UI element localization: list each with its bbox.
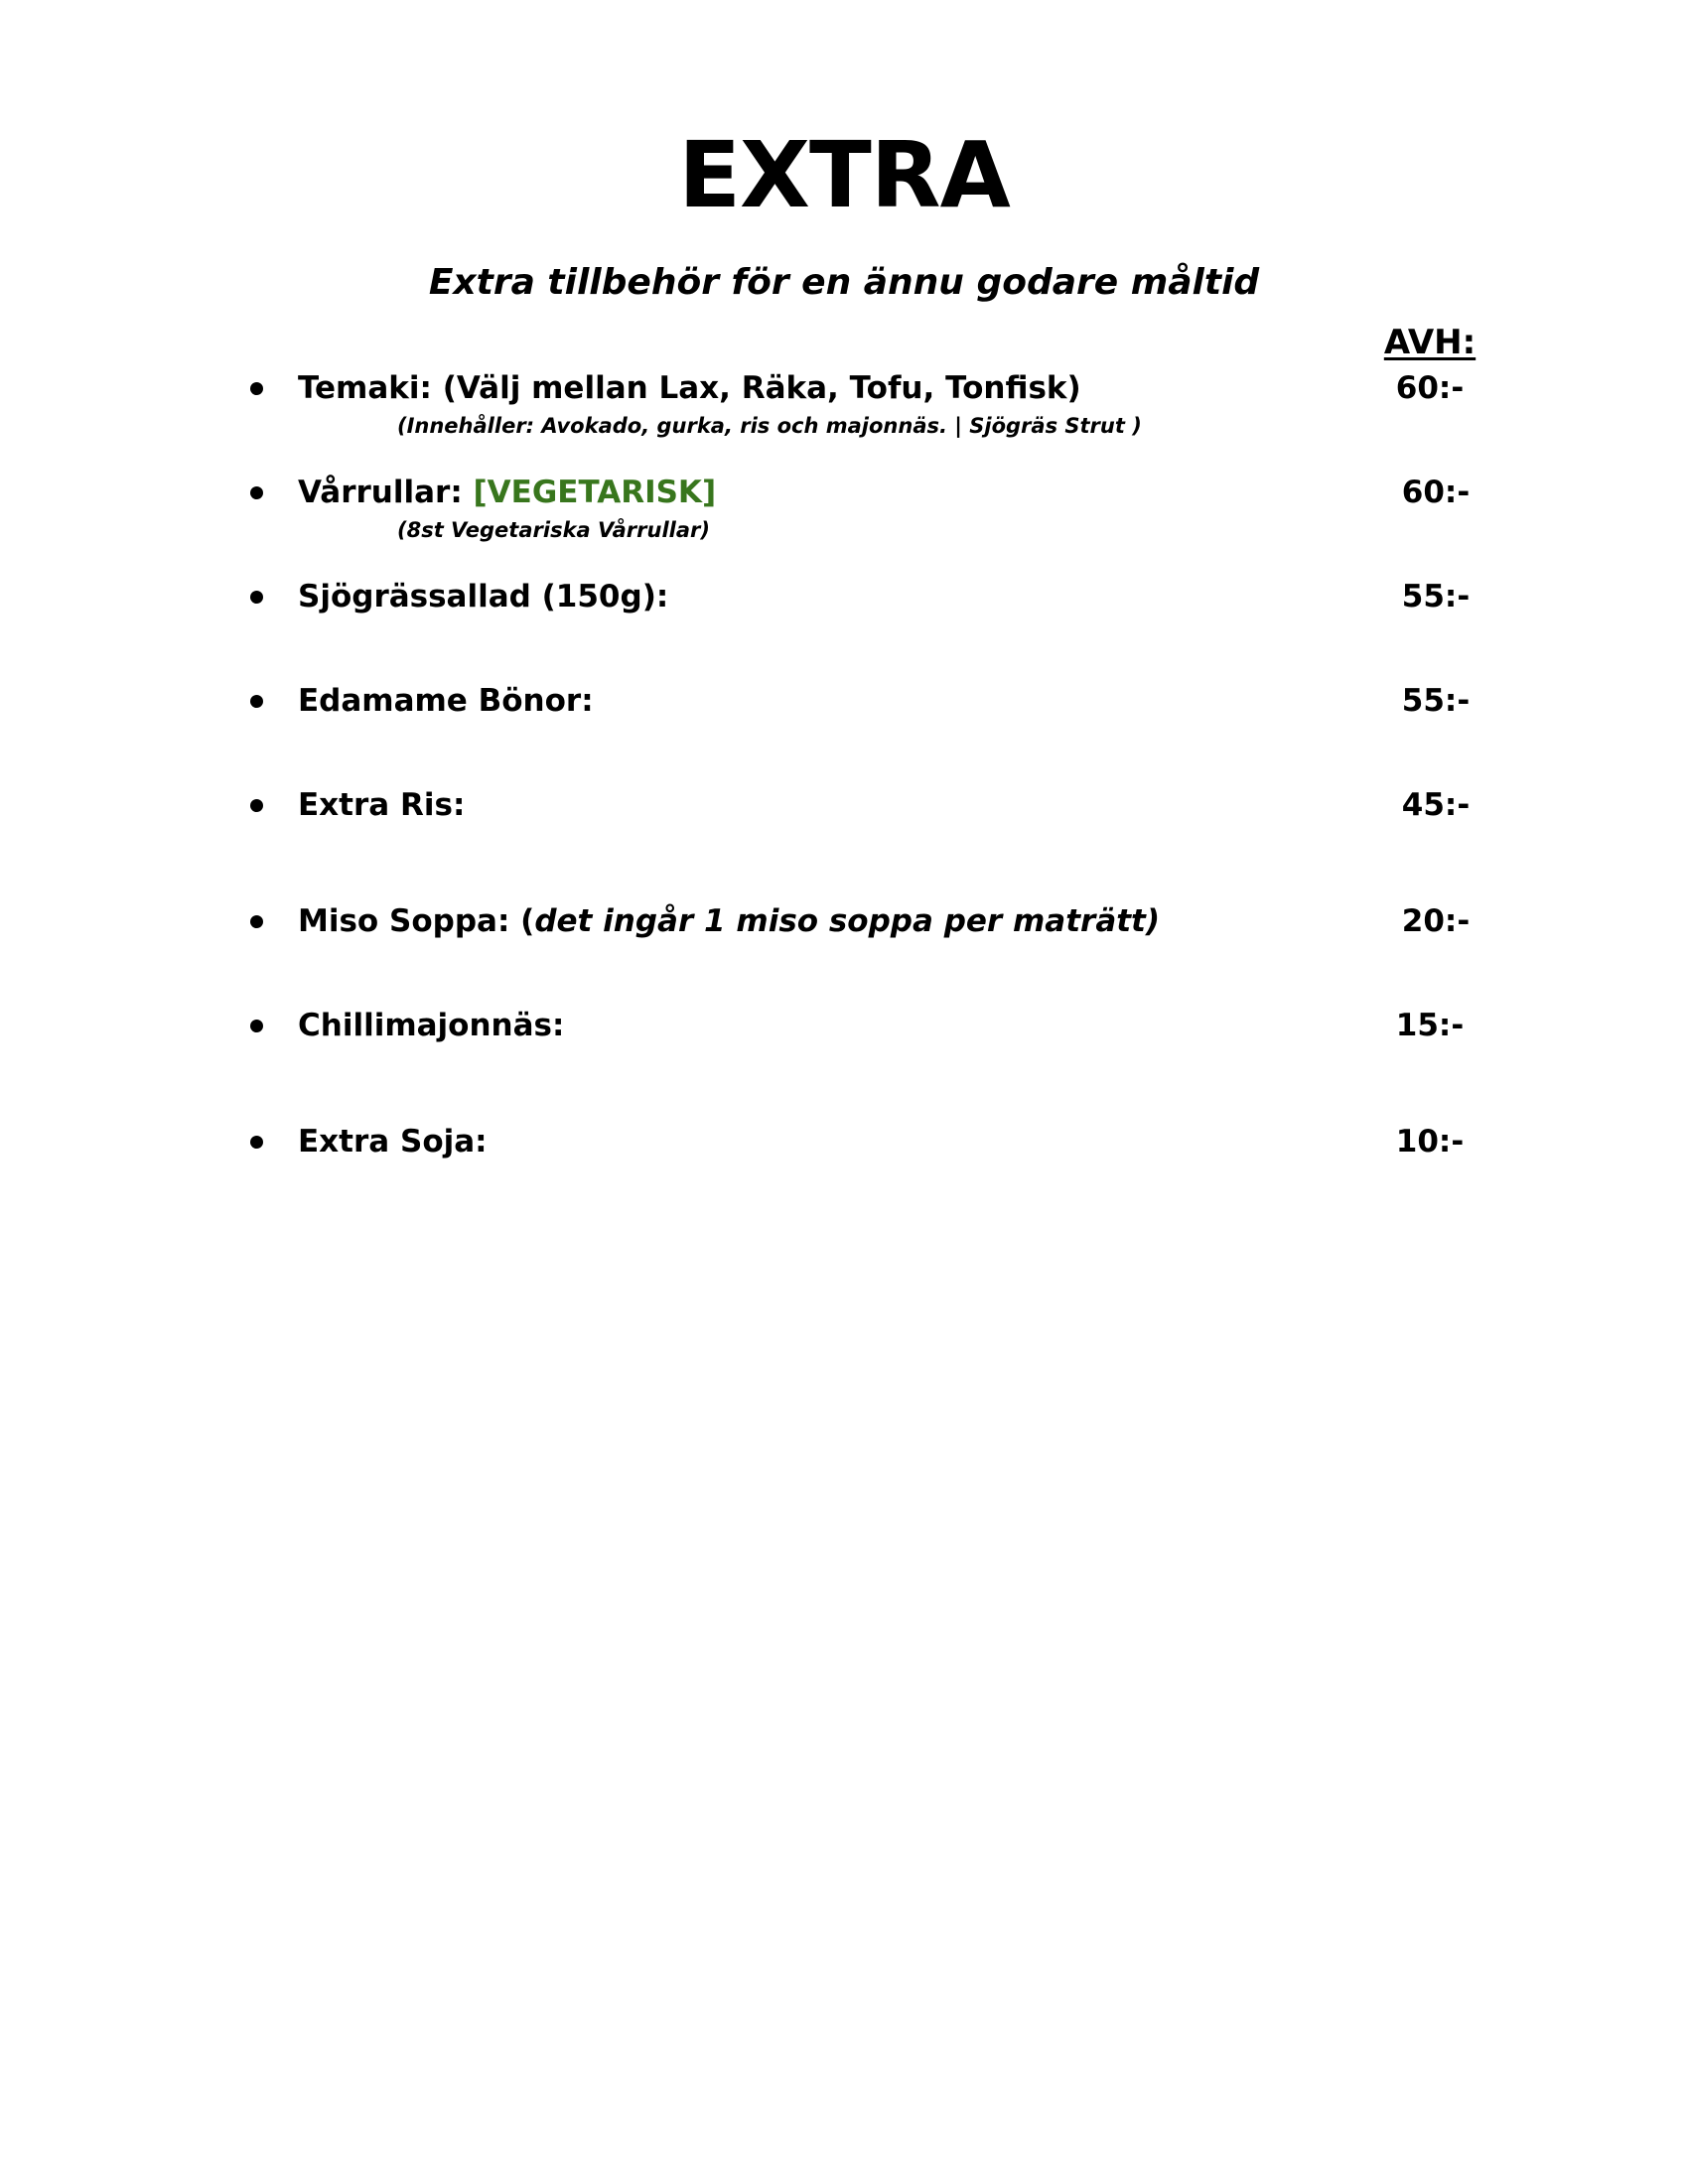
bullet-icon	[250, 1020, 263, 1032]
vegetarian-tag: [VEGETARISK]	[473, 475, 717, 510]
item-price: 60:-	[1395, 370, 1465, 406]
bullet-icon	[250, 1136, 263, 1149]
menu-item-temaki	[0, 363, 1688, 438]
item-name: Sjögrässallad (150g):	[298, 579, 669, 614]
item-note: (8st Vegetariska Vårrullar)	[397, 518, 710, 542]
menu-item-chillimajonnas	[0, 1001, 1688, 1050]
bullet-icon	[250, 915, 263, 928]
menu-item-sjograssallad	[0, 572, 1688, 621]
item-price: 55:-	[1401, 683, 1471, 719]
menu-item-varrullar	[0, 468, 1688, 542]
menu-item-edamame	[0, 676, 1688, 726]
page-subtitle: Extra tillbehör för en ännu godare måltid	[428, 262, 1260, 303]
item-name: Chillimajonnäs:	[298, 1008, 565, 1043]
price-column-header: AVH:	[1383, 323, 1477, 362]
bullet-icon	[250, 799, 263, 812]
bullet-icon	[250, 382, 263, 395]
menu-item-extra-soja	[0, 1117, 1688, 1166]
menu-item-miso-soppa	[0, 896, 1688, 946]
item-name	[298, 468, 716, 517]
item-price: 55:-	[1401, 579, 1471, 614]
item-name-text: Miso Soppa: (	[298, 903, 535, 939]
item-price: 10:-	[1395, 1124, 1465, 1160]
item-name: Extra Ris:	[298, 787, 466, 823]
item-name: Extra Soja:	[298, 1124, 488, 1160]
item-name: Edamame Bönor:	[298, 683, 594, 719]
bullet-icon	[250, 486, 263, 499]
item-price: 15:-	[1395, 1008, 1465, 1043]
item-price: 20:-	[1401, 903, 1471, 939]
item-name: Temaki: (Välj mellan Lax, Räka, Tofu, Tonfisk)	[298, 370, 1081, 406]
item-name-italic: det ingår 1 miso soppa per maträtt)	[534, 903, 1161, 939]
menu-item-extra-ris	[0, 780, 1688, 830]
bullet-icon	[250, 591, 263, 604]
item-name	[298, 896, 1160, 946]
item-price: 60:-	[1401, 475, 1471, 510]
item-name-text: Vårrullar:	[298, 475, 474, 510]
bullet-icon	[250, 695, 263, 708]
item-note: (Innehåller: Avokado, gurka, ris och majonnäs. | Sjögräs Strut )	[397, 414, 1142, 438]
item-price: 45:-	[1401, 787, 1471, 823]
page-title: EXTRA	[678, 122, 1010, 228]
